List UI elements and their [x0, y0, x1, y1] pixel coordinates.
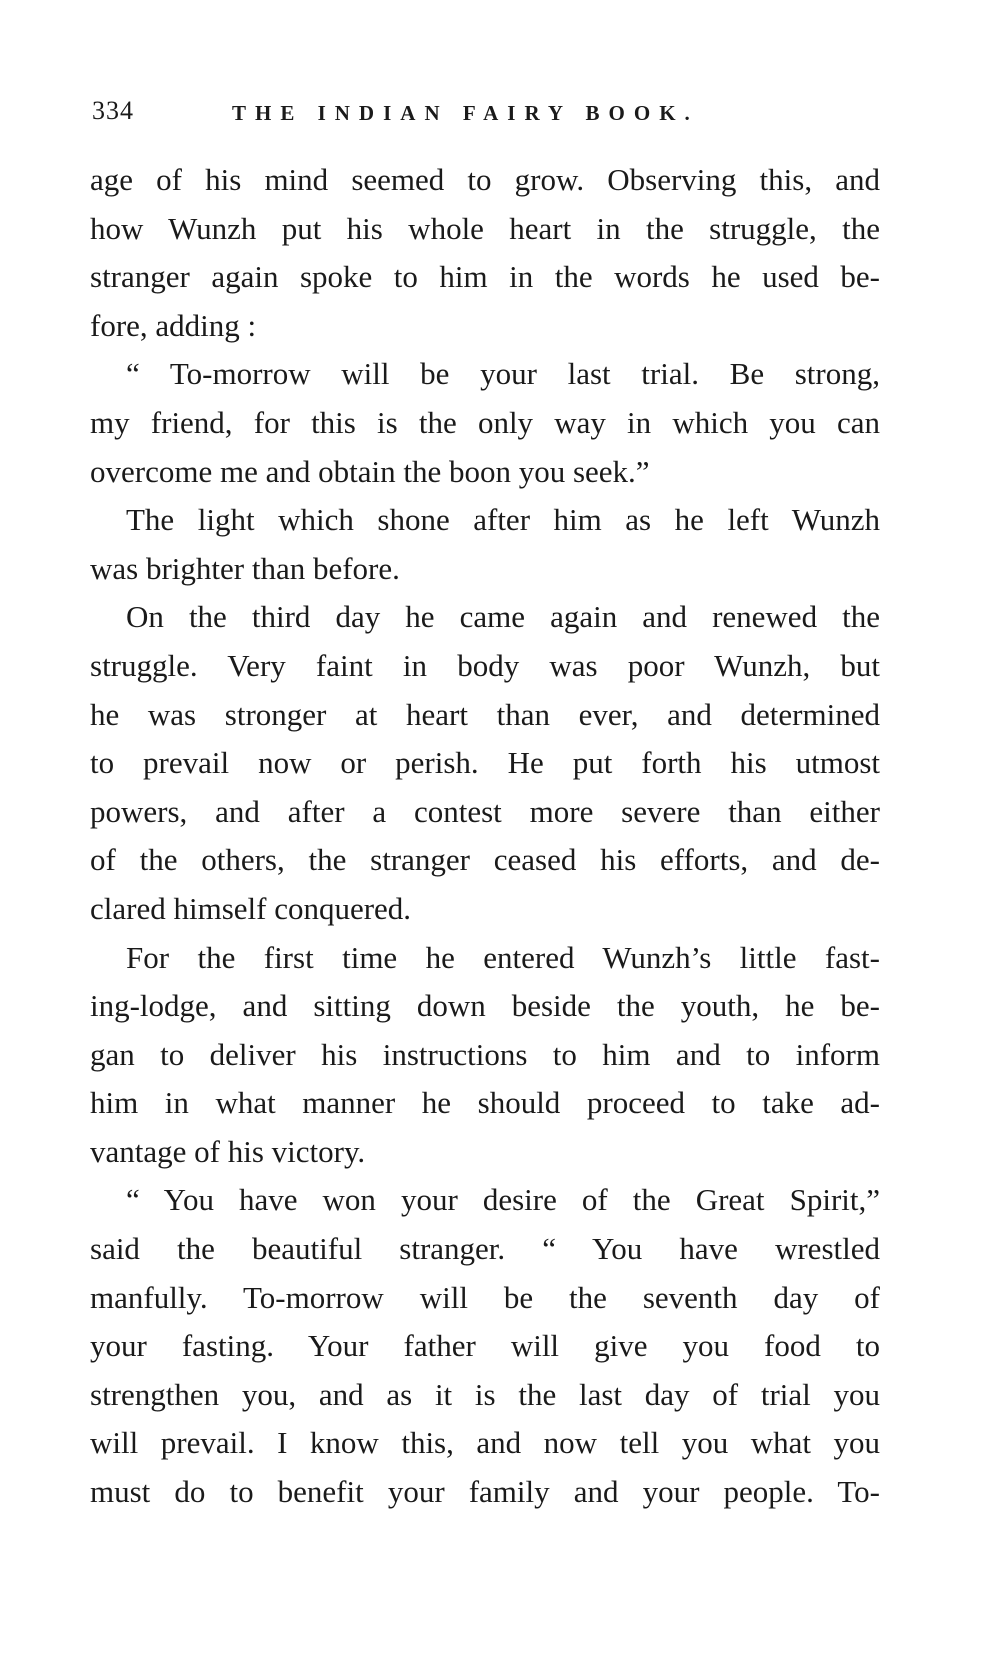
- text-line: ing-lodge, and sitting down beside the youth, he be-: [90, 988, 880, 1024]
- body-text: [90, 156, 880, 1517]
- text-line: fore, adding :: [90, 307, 257, 343]
- running-title: THE INDIAN FAIRY BOOK.: [232, 101, 699, 125]
- text-line: The light which shone after him as he left Wunzh: [126, 502, 880, 538]
- text-line: my friend, for this is the only way in which you can: [90, 404, 880, 440]
- text-line: he was stronger at heart than ever, and determined: [90, 696, 880, 732]
- text-line: to prevail now or perish. He put forth his utmost: [90, 745, 880, 781]
- page-header: [92, 86, 952, 136]
- text-line: your fasting. Your father will give you food to: [90, 1328, 880, 1364]
- text-line: stranger again spoke to him in the words he used be-: [90, 259, 880, 295]
- text-line: him in what manner he should proceed to take ad-: [90, 1085, 880, 1121]
- text-line: overcome me and obtain the boon you seek.”: [90, 453, 650, 489]
- text-line: manfully. To-morrow will be the seventh day of: [90, 1279, 880, 1315]
- page-number: 334: [92, 96, 134, 125]
- text-line: was brighter than before.: [90, 550, 400, 586]
- text-line: said the beautiful stranger. “ You have wrestled: [90, 1231, 880, 1267]
- text-line: struggle. Very faint in body was poor Wunzh, but: [90, 647, 880, 683]
- text-line: On the third day he came again and renewed the: [126, 599, 880, 635]
- text-line: how Wunzh put his whole heart in the struggle, the: [90, 210, 880, 246]
- text-line: age of his mind seemed to grow. Observing this, and: [90, 162, 880, 197]
- text-line: For the first time he entered Wunzh’s little fast-: [126, 939, 880, 975]
- text-line: clared himself conquered.: [90, 890, 412, 926]
- text-line: “ To-morrow will be your last trial. Be strong,: [126, 356, 880, 392]
- text-line: will prevail. I know this, and now tell you what you: [90, 1425, 880, 1461]
- text-line: powers, and after a contest more severe than either: [90, 793, 880, 829]
- text-line: of the others, the stranger ceased his efforts, and de-: [90, 842, 880, 878]
- text-line: “ You have won your desire of the Great Spirit,”: [126, 1182, 880, 1218]
- text-line: strengthen you, and as it is the last day of trial you: [90, 1376, 880, 1412]
- text-line: must do to benefit your family and your people. To-: [90, 1474, 880, 1510]
- text-line: gan to deliver his instructions to him and to inform: [90, 1036, 880, 1072]
- text-line: vantage of his victory.: [90, 1133, 366, 1169]
